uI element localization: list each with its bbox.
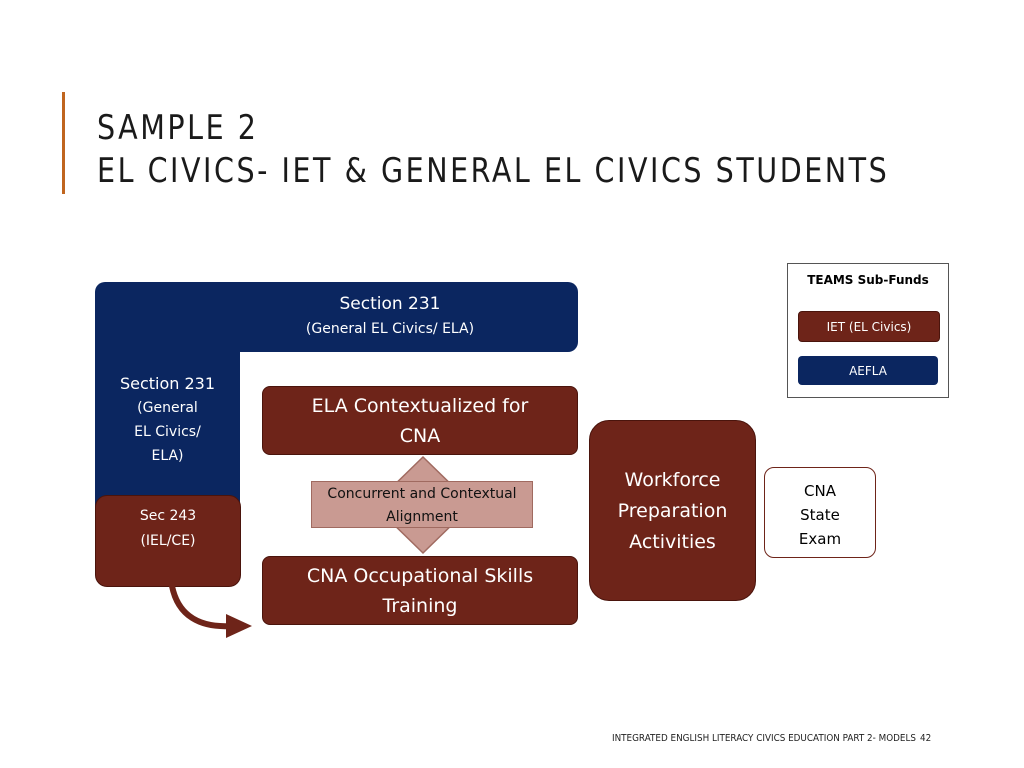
ela-box-line2: CNA: [399, 425, 441, 447]
legend-item-iet: [798, 311, 940, 342]
sec243-subtitle: (IEL/CE): [140, 533, 196, 549]
alignment-line2: Alignment: [386, 509, 458, 525]
ela-contextualized-box: [262, 386, 578, 455]
cna-training-box: [262, 556, 578, 625]
section231-side-title: Section 231: [119, 374, 216, 393]
sec243-title: Sec 243: [139, 508, 197, 524]
footer-text: INTEGRATED ENGLISH LITERACY CIVICS EDUCATION PART 2- MODELS: [612, 733, 916, 744]
cna-exam-box: [764, 467, 876, 558]
workforce-line1: Workforce: [624, 469, 721, 491]
title-accent-bar: [62, 92, 65, 194]
workforce-box: [589, 420, 756, 601]
curved-arrow-icon: [160, 580, 260, 640]
section231-side-line2: (General: [137, 400, 198, 416]
page-number: 42: [920, 733, 932, 744]
legend-item-iet-label: IET (EL Civics): [826, 319, 912, 334]
legend-title: TEAMS Sub-Funds: [807, 273, 929, 287]
slide-title-line2: EL CIVICS- IET & GENERAL EL CIVICS STUDENTS: [97, 151, 890, 191]
sec243-box: [95, 495, 241, 587]
legend-item-aefla: [798, 356, 938, 385]
cna-exam-line1: CNA: [804, 482, 836, 500]
section231-top-title: Section 231: [339, 294, 441, 314]
alignment-box: [311, 481, 533, 528]
legend-box: [787, 263, 949, 398]
workforce-line2: Preparation: [617, 500, 728, 522]
cna-training-line2: Training: [382, 595, 458, 617]
section231-side-line4: ELA): [151, 448, 184, 464]
cna-exam-line2: State: [800, 506, 840, 524]
slide-title-line1: SAMPLE 2: [97, 108, 259, 148]
alignment-line1: Concurrent and Contextual: [327, 486, 517, 502]
cna-training-line1: CNA Occupational Skills: [306, 565, 534, 587]
section231-side-line3: EL Civics/: [134, 424, 201, 440]
ela-box-line1: ELA Contextualized for: [311, 395, 529, 417]
cna-exam-line3: Exam: [798, 530, 842, 548]
section231-top-subtitle: (General EL Civics/ ELA): [305, 321, 475, 337]
legend-item-aefla-label: AEFLA: [849, 363, 887, 378]
workforce-line3: Activities: [629, 531, 716, 553]
